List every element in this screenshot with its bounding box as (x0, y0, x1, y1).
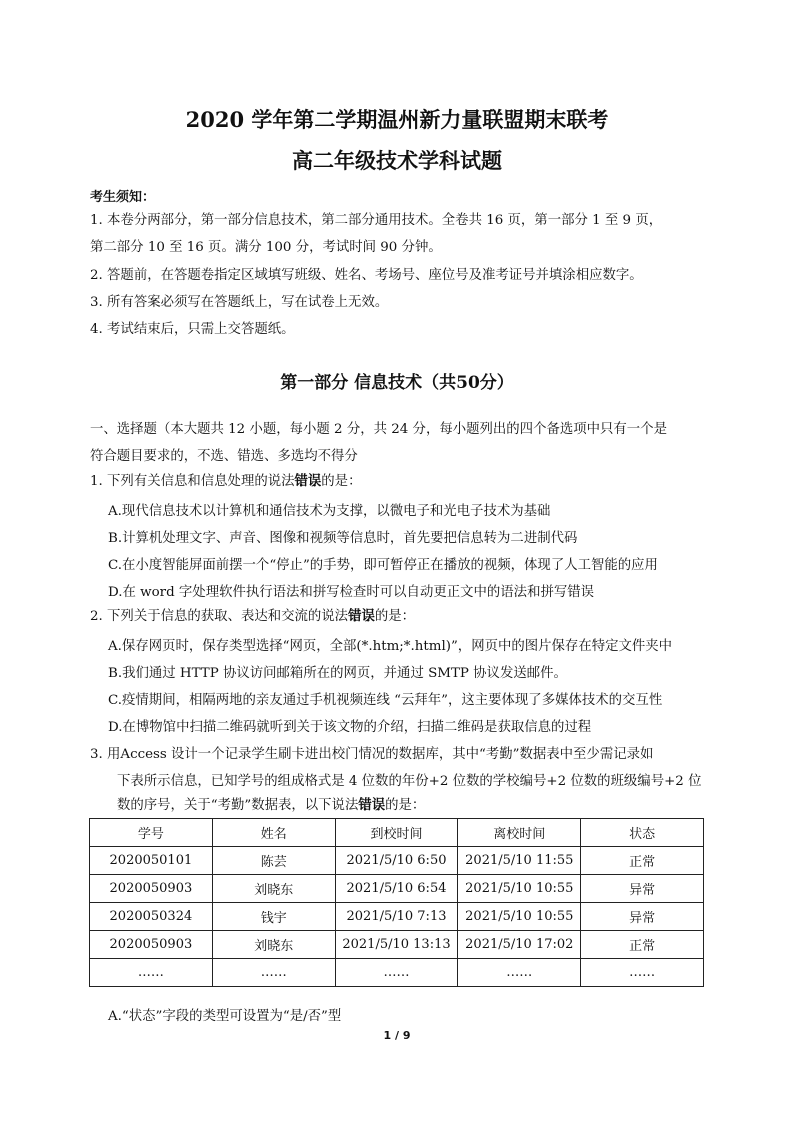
question-2-option-b: B.我们通过 HTTP 协议访问邮箱所在的网页，并通过 SMTP 协议发送邮件。 (108, 666, 567, 681)
question-2-option-d: D.在博物馆中扫描二维码就听到关于该文物的介绍，扫描二维码是获取信息的过程 (108, 720, 592, 735)
table-cell: 刘晓东 (212, 931, 335, 959)
question-1-stem: 1. 下列有关信息和信息处理的说法错误的是： (90, 473, 362, 489)
question-2-option-a: A.保存网页时，保存类型选择“网页，全部(*.htm;*.html)”，网页中的图片保存在特定文件夹中 (108, 639, 673, 654)
table-row (90, 959, 704, 987)
question-1-option-b: B.计算机处理文字、声音、图像和视频等信息时，首先要把信息转为二进制代码 (108, 531, 578, 546)
question-2-option-c: C.疫情期间，相隔两地的亲友通过手机视频连线 “云拜年”，这主要体现了多媒体技术的交互性 (108, 693, 663, 708)
section-intro-line-1: 一、选择题（本大题共 12 小题，每小题 2 分，共 24 分，每小题列出的四个备选项中只有一个是 (90, 422, 667, 437)
table-cell: 2021/5/10 6:54 (335, 875, 458, 903)
table-cell: 异常 (581, 875, 704, 903)
table-cell: 2020050324 (90, 903, 213, 931)
table-cell: 2021/5/10 11:55 (458, 847, 581, 875)
table-row (90, 903, 704, 931)
table-row (90, 847, 704, 875)
question-3-stem-line-3: 数的序号，关于“考勤”数据表，以下说法错误的是： (117, 797, 426, 813)
question-1-option-c: C.在小度智能屏面前摆一个“停止”的手势，即可暂停正在播放的视频，体现了人工智能的应用 (108, 558, 658, 573)
exam-subtitle: 高二年级技术学科试题 (292, 148, 502, 173)
question-1-option-a: A.现代信息技术以计算机和通信技术为支撑，以微电子和光电子技术为基础 (108, 504, 551, 519)
section-title: 第一部分 信息技术（共50分） (280, 373, 514, 393)
page-number: 1 / 9 (383, 1029, 411, 1042)
attendance-table (89, 818, 704, 987)
notice-item-3: 3. 所有答案必须写在答题纸上，写在试卷上无效。 (90, 295, 389, 310)
question-1-option-d: D.在 word 字处理软件执行语法和拼写检查时可以自动更正文中的语法和拼写错误 (108, 585, 595, 600)
table-cell: 刘晓东 (212, 875, 335, 903)
question-3-option-a: A.“状态”字段的类型可设置为“是/否”型 (108, 1009, 342, 1024)
table-header-row (90, 819, 704, 847)
table-header-cell: 状态 (581, 819, 704, 847)
table-cell: …… (458, 959, 581, 987)
question-3-stem-line-1: 3. 用Access 设计一个记录学生刷卡进出校门情况的数据库，其中“考勤”数据表中至少需记录如 (90, 747, 654, 762)
table-cell: 2020050903 (90, 875, 213, 903)
notice-heading: 考生须知： (90, 190, 156, 205)
table-header-cell: 学号 (90, 819, 213, 847)
table-cell: 钱宇 (212, 903, 335, 931)
notice-item-2: 2. 答题前，在答题卷指定区域填写班级、姓名、考场号、座位号及准考证号并填涂相应数字。 (90, 268, 643, 283)
notice-item-1-line-2: 第二部分 10 至 16 页。满分 100 分，考试时间 90 分钟。 (90, 240, 442, 255)
table-cell: 正常 (581, 847, 704, 875)
exam-title: 2020 学年第二学期温州新力量联盟期末联考 (185, 107, 609, 132)
question-2-stem: 2. 下列关于信息的获取、表达和交流的说法错误的是： (90, 608, 416, 624)
notice-item-4: 4. 考试结束后，只需上交答题纸。 (90, 322, 295, 337)
table-cell: …… (581, 959, 704, 987)
section-intro-line-2: 符合题目要求的，不选、错选、多选均不得分 (90, 449, 358, 464)
table-header-cell: 姓名 (212, 819, 335, 847)
table-cell: 2020050903 (90, 931, 213, 959)
table-cell: 2021/5/10 13:13 (335, 931, 458, 959)
table-cell: 2021/5/10 7:13 (335, 903, 458, 931)
table-cell: …… (335, 959, 458, 987)
table-row (90, 931, 704, 959)
question-3-stem-line-2: 下表所示信息，已知学号的组成格式是 4 位数的年份+2 位数的学校编号+2 位数的班级编号+2 位 (117, 774, 702, 789)
table-header-cell: 离校时间 (458, 819, 581, 847)
table-row (90, 875, 704, 903)
table-cell: 正常 (581, 931, 704, 959)
table-cell: 异常 (581, 903, 704, 931)
table-cell: 2021/5/10 10:55 (458, 875, 581, 903)
table-cell: …… (90, 959, 213, 987)
table-cell: 2021/5/10 10:55 (458, 903, 581, 931)
table-cell: 2020050101 (90, 847, 213, 875)
table-header-cell: 到校时间 (335, 819, 458, 847)
table-cell: 2021/5/10 6:50 (335, 847, 458, 875)
notice-item-1-line-1: 1. 本卷分两部分，第一部分信息技术，第二部分通用技术。全卷共 16 页，第一部分 1 至 9 页， (90, 213, 663, 228)
table-cell: 陈芸 (212, 847, 335, 875)
table-cell: 2021/5/10 17:02 (458, 931, 581, 959)
table-cell: …… (212, 959, 335, 987)
